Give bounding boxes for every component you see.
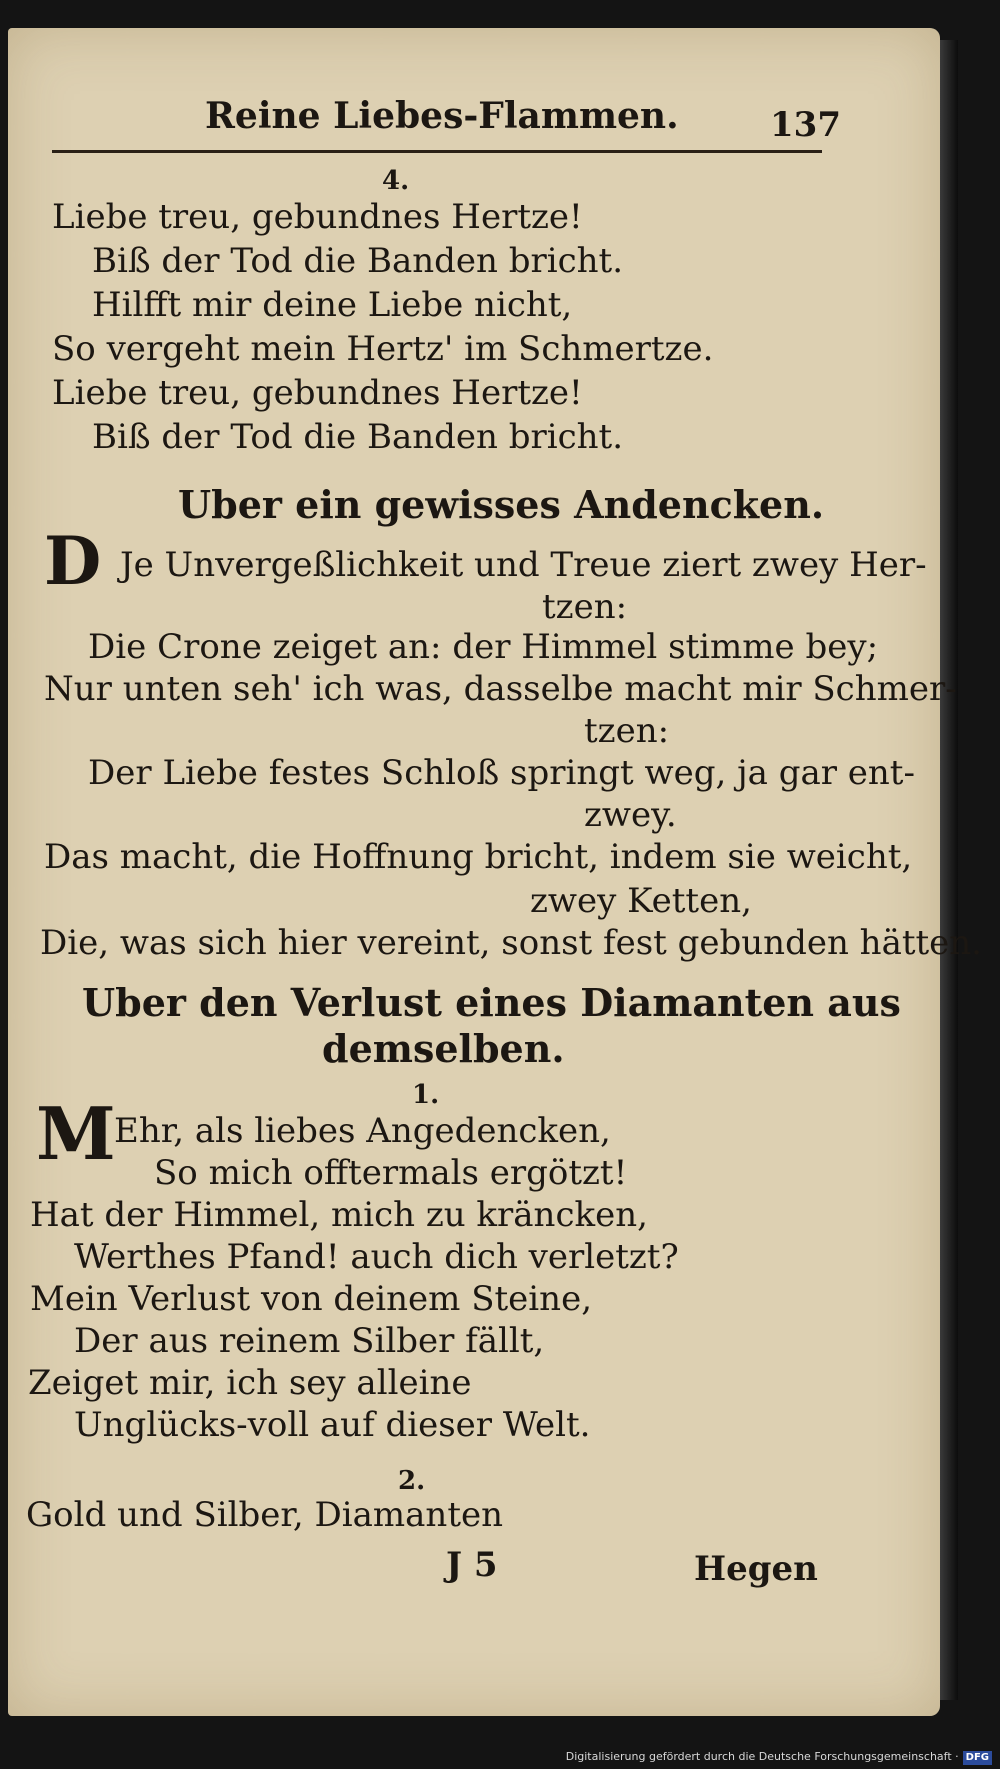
verse-line: So mich offtermals ergötzt! bbox=[154, 1153, 628, 1193]
header-rule bbox=[52, 150, 822, 153]
verse-line: Der Liebe festes Schloß springt weg, ja gar ent- bbox=[88, 753, 915, 793]
running-header-title: Reine Liebes-Flammen. bbox=[205, 95, 679, 137]
poem-title-continuation: demselben. bbox=[322, 1026, 565, 1071]
drop-cap-initial: D bbox=[44, 522, 102, 600]
verse-line: Hilfft mir deine Liebe nicht, bbox=[92, 285, 573, 325]
verse-line: Hat der Himmel, mich zu kräncken, bbox=[30, 1195, 648, 1235]
dfg-logo-icon: DFG bbox=[963, 1751, 992, 1765]
verse-line-continuation: zwey. bbox=[584, 795, 677, 835]
verse-line: Die Crone zeiget an: der Himmel stimme bey; bbox=[88, 627, 879, 667]
verse-line: Biß der Tod die Banden bricht. bbox=[92, 241, 624, 281]
verse-line: So vergeht mein Hertz' im Schmertze. bbox=[52, 329, 714, 369]
poem-title: Uber ein gewisses Andencken. bbox=[178, 482, 825, 527]
stanza-number: 1. bbox=[412, 1080, 440, 1110]
book-edge bbox=[940, 40, 958, 1700]
drop-cap-initial: M bbox=[36, 1091, 116, 1176]
verse-line: Ehr, als liebes Angedencken, bbox=[114, 1111, 611, 1151]
catchword: Hegen bbox=[694, 1549, 818, 1589]
digitization-credit bbox=[566, 1750, 992, 1765]
stanza-number: 2. bbox=[398, 1466, 426, 1496]
verse-line: Werthes Pfand! auch dich verletzt? bbox=[74, 1237, 679, 1277]
verse-line: Liebe treu, gebundnes Hertze! bbox=[52, 373, 583, 413]
verse-line: Unglücks-voll auf dieser Welt. bbox=[74, 1405, 591, 1445]
stanza-number: 4. bbox=[382, 166, 410, 196]
verse-line: Die, was sich hier vereint, sonst fest gebunden hätten. bbox=[40, 923, 982, 963]
credit-text: Digitalisierung gefördert durch die Deutsche Forschungsgemeinschaft · bbox=[565, 1750, 959, 1763]
poem-title: Uber den Verlust eines Diamanten aus bbox=[82, 980, 901, 1025]
verse-line: Zeiget mir, ich sey alleine bbox=[28, 1363, 472, 1403]
verse-line: Der aus reinem Silber fällt, bbox=[74, 1321, 545, 1361]
verse-line: Je Unvergeßlichkeit und Treue ziert zwey Her- bbox=[120, 545, 927, 585]
verse-line-continuation: zwey Ketten, bbox=[530, 881, 752, 921]
signature-mark: J 5 bbox=[446, 1545, 498, 1585]
verse-line-continuation: tzen: bbox=[542, 587, 628, 627]
page-number: 137 bbox=[770, 105, 841, 145]
verse-line: Das macht, die Hoffnung bricht, indem sie weicht, bbox=[44, 837, 913, 877]
verse-line: Gold und Silber, Diamanten bbox=[26, 1495, 503, 1535]
verse-line: Biß der Tod die Banden bricht. bbox=[92, 417, 624, 457]
verse-line-continuation: tzen: bbox=[584, 711, 670, 751]
verse-line: Mein Verlust von deinem Steine, bbox=[30, 1279, 592, 1319]
verse-line: Nur unten seh' ich was, dasselbe macht mir Schmer- bbox=[44, 669, 957, 709]
verse-line: Liebe treu, gebundnes Hertze! bbox=[52, 197, 583, 237]
